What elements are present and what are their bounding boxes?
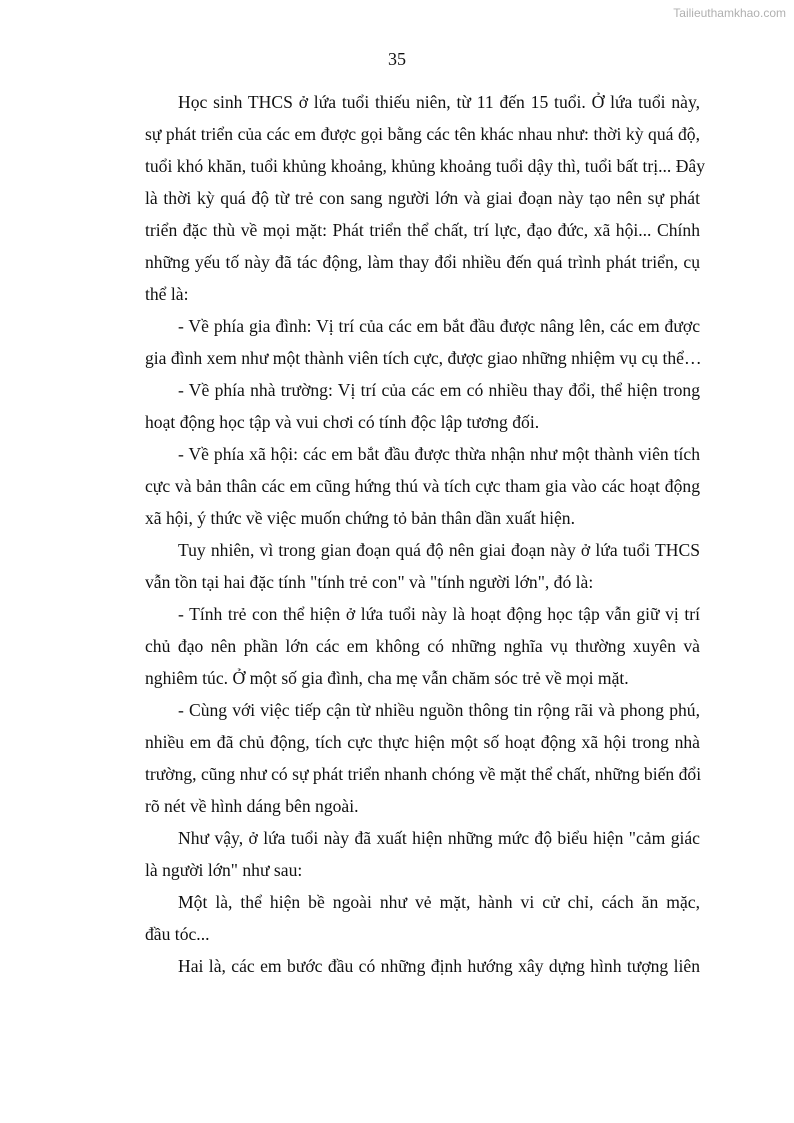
- text-line: Hai là, các em bước đầu có những định hướng xây dựng hình tượng liên: [178, 956, 700, 976]
- text-line: những yếu tố này đã tác động, làm thay đổi nhiều đến quá trình phát triển, cụ: [145, 252, 700, 272]
- text-line: Một là, thể hiện bề ngoài như vẻ mặt, hành vi cử chỉ, cách ăn mặc,: [178, 892, 700, 912]
- watermark: Tailieuthamkhao.com: [673, 6, 786, 20]
- paragraph: [145, 438, 700, 534]
- paragraph: [145, 886, 700, 950]
- text-line: - Về phía nhà trường: Vị trí của các em có nhiều thay đổi, thể hiện trong: [178, 380, 700, 400]
- paragraph: [145, 374, 700, 438]
- text-line: nhiều em đã chủ động, tích cực thực hiện một số hoạt động xã hội trong nhà: [145, 732, 700, 752]
- paragraph: [145, 598, 700, 694]
- text-line: triển đặc thù về mọi mặt: Phát triển thể chất, trí lực, đạo đức, xã hội... Chính: [145, 220, 700, 240]
- text-line: hoạt động học tập và vui chơi có tính độc lập tương đối.: [145, 412, 540, 432]
- paragraph: [145, 822, 700, 886]
- text-line: là thời kỳ quá độ từ trẻ con sang người lớn và giai đoạn này tạo nên sự phát: [145, 188, 700, 208]
- text-line: - Tính trẻ con thể hiện ở lứa tuổi này là hoạt động học tập vẫn giữ vị trí: [178, 604, 700, 624]
- text-line: trường, cũng như có sự phát triển nhanh chóng về mặt thể chất, những biến đổi: [145, 764, 702, 784]
- text-line: sự phát triển của các em được gọi bằng các tên khác nhau như: thời kỳ quá độ,: [145, 124, 700, 144]
- paragraph: [145, 950, 700, 982]
- text-line: rõ nét về hình dáng bên ngoài.: [145, 796, 359, 816]
- text-line: - Về phía gia đình: Vị trí của các em bắt đầu được nâng lên, các em được: [178, 316, 700, 336]
- text-line: Tuy nhiên, vì trong gian đoạn quá độ nên giai đoạn này ở lứa tuổi THCS: [178, 540, 700, 560]
- paragraph: [145, 86, 706, 310]
- document-body: [145, 86, 706, 982]
- text-line: vẫn tồn tại hai đặc tính "tính trẻ con" và "tính người lớn", đó là:: [145, 572, 594, 592]
- text-line: cực và bản thân các em cũng hứng thú và tích cực tham gia vào các hoạt động: [145, 476, 700, 496]
- paragraph: [145, 310, 700, 374]
- text-line: - Về phía xã hội: các em bắt đầu được thừa nhận như một thành viên tích: [178, 444, 700, 464]
- text-line: thể là:: [145, 284, 189, 304]
- text-line: - Cùng với việc tiếp cận từ nhiều nguồn thông tin rộng rãi và phong phú,: [178, 700, 700, 720]
- text-line: Như vậy, ở lứa tuổi này đã xuất hiện những mức độ biểu hiện "cảm giác: [178, 828, 700, 848]
- text-line: Học sinh THCS ở lứa tuổi thiếu niên, từ 11 đến 15 tuổi. Ở lứa tuổi này,: [178, 92, 700, 112]
- paragraph: [145, 694, 700, 822]
- text-line: đầu tóc...: [145, 924, 210, 944]
- page-number: 35: [388, 49, 406, 69]
- text-line: gia đình xem như một thành viên tích cực, được giao những nhiệm vụ cụ thể…: [145, 348, 702, 368]
- text-line: chủ đạo nên phần lớn các em không có những nghĩa vụ thường xuyên và: [145, 636, 700, 656]
- text-line: là người lớn" như sau:: [145, 860, 303, 880]
- paragraph: [145, 534, 700, 598]
- text-line: nghiêm túc. Ở một số gia đình, cha mẹ vẫn chăm sóc trẻ về mọi mặt.: [145, 668, 629, 688]
- text-line: tuổi khó khăn, tuổi khủng khoảng, khủng khoảng tuổi dậy thì, tuổi bất trị... Đây: [145, 156, 706, 176]
- text-line: xã hội, ý thức về việc muốn chứng tỏ bản thân dần xuất hiện.: [145, 508, 575, 528]
